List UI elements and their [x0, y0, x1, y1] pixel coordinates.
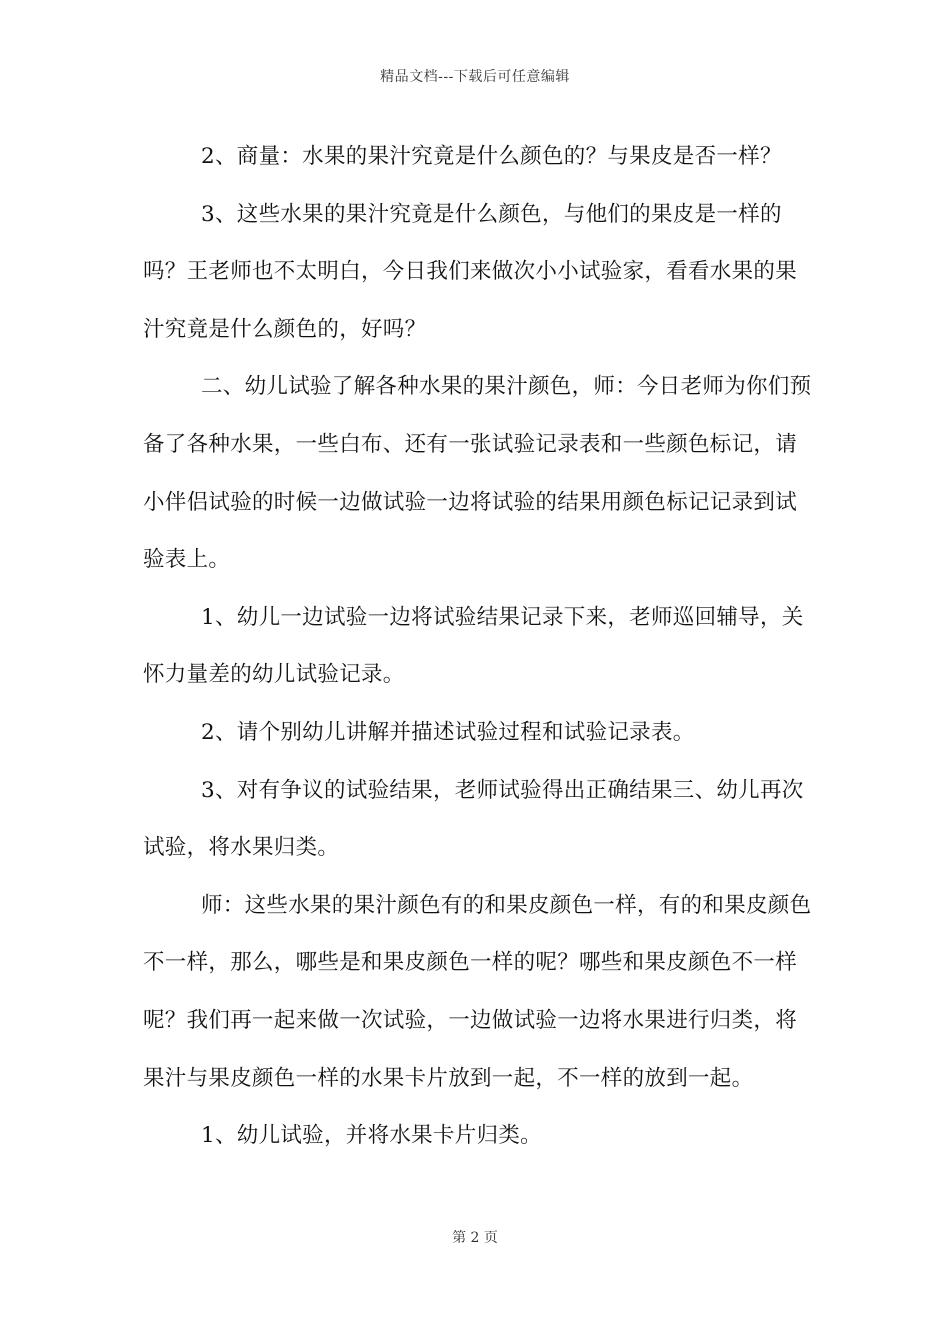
page-number: 第 2 页 — [452, 1230, 498, 1246]
paragraph: 2、请个别幼儿讲解并描述试验过程和试验记录表。 — [201, 719, 695, 745]
paragraph: 3、这些水果的果汁究竟是什么颜色，与他们的果皮是一样的吗？王老师也不太明白，今日我们来做次小小试验家，看看水果的果汁究竟是什么颜色的，好吗？ — [143, 201, 798, 342]
document-body — [143, 128, 813, 1165]
paragraph: 3、对有争议的试验结果，老师试验得出正确结果三、幼儿再次试验，将水果归类。 — [143, 777, 804, 861]
paragraph: 师：这些水果的果汁颜色有的和果皮颜色一样，有的和果皮颜色不一样，那么，哪些是和果皮颜色一样的呢？哪些和果皮颜色不一样呢？我们再一起来做一次试验，一边做试验一边将水果进行归类，将果汁与果皮颜色一样的水果卡片放到一起，不一样的放到一起。 — [143, 892, 812, 1091]
page-header: 精品文档---下载后可任意编辑 — [380, 69, 570, 85]
paragraph: 1、幼儿一边试验一边将试验结果记录下来，老师巡回辅导，关怀力量差的幼儿试验记录。 — [143, 604, 804, 688]
paragraph: 2、商量：水果的果汁究竟是什么颜色的？与果皮是否一样？ — [201, 144, 782, 169]
paragraph: 1、幼儿试验，并将水果卡片归类。 — [201, 1123, 542, 1149]
paragraph: 二、幼儿试验了解各种水果的果汁颜色，师：今日老师为你们预备了各种水果，一些白布、还有一张试验记录表和一些颜色标记，请小伴侣试验的时候一边做试验一边将试验的结果用颜色标记记录到试验表上。 — [143, 374, 812, 573]
